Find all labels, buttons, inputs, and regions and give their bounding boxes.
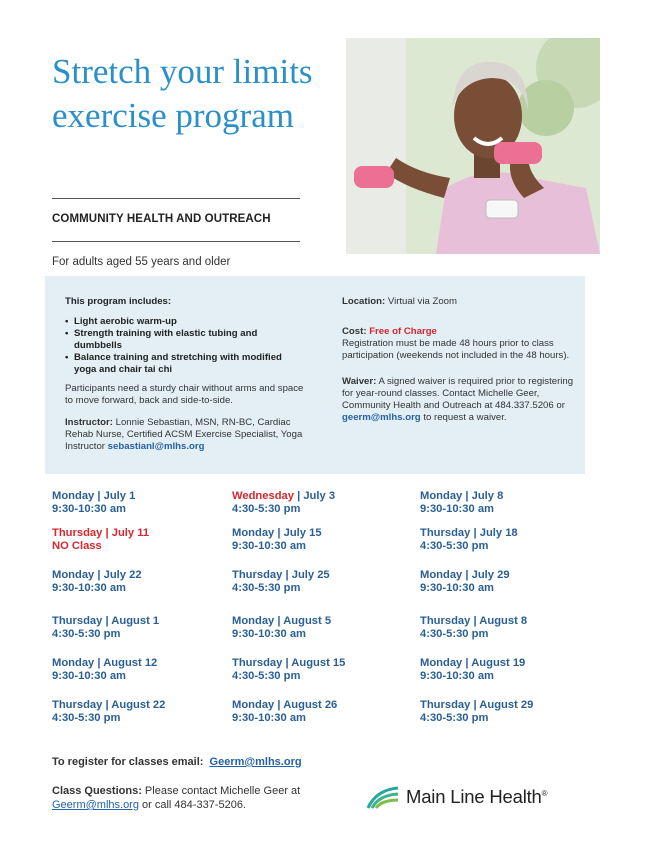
schedule-date [232, 569, 330, 582]
schedule-day: Thursday [420, 615, 471, 627]
separator: | [102, 615, 112, 627]
schedule-time: 4:30-5:30 pm [232, 503, 301, 515]
logo-text [406, 786, 547, 808]
schedule-date [232, 657, 345, 670]
schedule-day-date: August 19 [471, 657, 526, 669]
schedule-day: Wednesday [232, 490, 294, 502]
separator: | [282, 657, 292, 669]
instructor-text: Lonnie Sebastian, MSN, RN-BC, Cardiac Rehab Nurse, Certified ACSM Exercise Specialist, Yoga Instructor [65, 417, 303, 452]
program-details [65, 296, 305, 463]
location-value: Virtual via Zoom [387, 296, 457, 307]
schedule-day-date: August 1 [111, 615, 160, 627]
schedule-item [52, 527, 149, 553]
schedule-item [420, 657, 525, 683]
schedule-time: 9:30-10:30 am [420, 503, 495, 515]
register-label: To register for classes email: [52, 756, 204, 768]
schedule-day: Monday [52, 569, 95, 581]
audience-text: For adults aged 55 years and older [52, 256, 231, 268]
class-questions [52, 784, 322, 812]
questions-email-link[interactable]: Geerm@mlhs.org [52, 799, 139, 811]
schedule-date [52, 699, 165, 712]
separator: | [94, 657, 104, 669]
separator: | [102, 527, 112, 539]
schedule-day: Monday [420, 657, 463, 669]
waiver-tail: to request a waiver. [423, 412, 507, 423]
separator: | [293, 490, 304, 502]
schedule-item [52, 657, 157, 683]
instructor-email-link[interactable]: sebastianl@mlhs.org [107, 441, 205, 452]
main-line-health-logo [366, 782, 547, 812]
schedule-time: 9:30-10:30 am [52, 503, 127, 515]
location-info [342, 296, 578, 308]
schedule-time: 4:30-5:30 pm [52, 628, 121, 640]
schedule-item [232, 657, 345, 683]
schedule-day-date: July 22 [103, 569, 142, 581]
separator: | [282, 569, 292, 581]
program-logistics [342, 296, 578, 434]
logo-name: Main Line Health [406, 786, 542, 807]
logo-mark-icon [366, 784, 400, 810]
separator: | [470, 699, 480, 711]
schedule-time: 9:30-10:30 am [420, 670, 495, 682]
schedule-day-date: August 26 [283, 699, 338, 711]
schedule-day-date: August 5 [283, 615, 332, 627]
schedule-date [232, 527, 322, 540]
schedule-day-date: July 29 [471, 569, 510, 581]
questions-tail: or call 484-337-5206. [142, 799, 246, 811]
list-item: • Balance training and stretching with modified yoga and chair tai chi [65, 352, 305, 376]
schedule-date [52, 569, 142, 582]
separator: | [470, 527, 480, 539]
schedule-time: 9:30-10:30 am [52, 582, 127, 594]
schedule-time: 4:30-5:30 pm [420, 628, 489, 640]
schedule-day: Monday [52, 657, 95, 669]
schedule-time: 4:30-5:30 pm [232, 670, 301, 682]
waiver-email-link[interactable]: geerm@mlhs.org [342, 412, 421, 423]
separator: | [274, 699, 284, 711]
cost-note: Registration must be made 48 hours prior to class participation (weekends not included in the 48 hours). [342, 338, 570, 361]
schedule-time: 4:30-5:30 pm [420, 540, 489, 552]
schedule-date [420, 615, 527, 628]
waiver-label: Waiver: [342, 376, 377, 387]
schedule-time: 9:30-10:30 am [232, 628, 307, 640]
schedule-item [232, 615, 331, 641]
schedule-time: 4:30-5:30 pm [420, 712, 489, 724]
schedule-time: 9:30-10:30 am [232, 540, 307, 552]
schedule-day: Thursday [232, 569, 283, 581]
includes-heading: This program includes: [65, 296, 172, 307]
schedule-time: 4:30-5:30 pm [52, 712, 121, 724]
registered-mark: ® [541, 788, 548, 798]
includes-list [65, 316, 305, 376]
separator: | [94, 490, 104, 502]
schedule-item [52, 699, 165, 725]
schedule-date [52, 615, 159, 628]
schedule-day-date: July 15 [283, 527, 322, 539]
separator: | [274, 527, 284, 539]
divider [52, 198, 300, 199]
schedule-date [232, 615, 331, 628]
schedule-date [232, 490, 335, 503]
separator: | [462, 490, 472, 502]
separator: | [94, 569, 104, 581]
schedule-item [420, 569, 510, 595]
schedule-day-date: July 11 [111, 527, 150, 539]
schedule-day: Monday [232, 615, 275, 627]
questions-label: Class Questions: [52, 785, 142, 797]
divider [52, 241, 300, 242]
register-email-link[interactable]: Geerm@mlhs.org [209, 756, 302, 768]
questions-text: Please contact Michelle Geer at [144, 785, 301, 797]
schedule-date [52, 527, 149, 540]
separator: | [102, 699, 112, 711]
separator: | [462, 569, 472, 581]
schedule-item [52, 615, 159, 641]
waiver-text: A signed waiver is required prior to registering for year-round classes. Contact Michelle Geer, Community Health and Outreach at 484.337.5206 or [342, 376, 574, 411]
schedule-item [420, 699, 533, 725]
schedule-day: Monday [232, 527, 275, 539]
list-item: • Light aerobic warm-up [65, 316, 305, 328]
instructor-info [65, 417, 305, 453]
schedule-day-date: July 25 [291, 569, 330, 581]
schedule-item [232, 527, 322, 553]
schedule-day: Thursday [52, 699, 103, 711]
schedule-time: 4:30-5:30 pm [232, 582, 301, 594]
schedule-day-date: August 15 [291, 657, 346, 669]
cost-label: Cost: [342, 326, 367, 337]
schedule-day-date: July 18 [479, 527, 518, 539]
separator: | [274, 615, 284, 627]
schedule-day-date: July 8 [471, 490, 504, 502]
schedule-day-date: August 8 [479, 615, 528, 627]
schedule-day: Monday [420, 490, 463, 502]
schedule-day: Thursday [52, 615, 103, 627]
list-item: • Strength training with elastic tubing and dumbbells [65, 328, 305, 352]
instructor-label: Instructor: [65, 417, 113, 428]
schedule-item [232, 569, 330, 595]
cost-info [342, 326, 578, 362]
schedule-item [420, 615, 527, 641]
schedule-item [232, 490, 335, 516]
schedule-date [52, 490, 135, 503]
schedule-item [52, 569, 142, 595]
schedule-day: Monday [420, 569, 463, 581]
schedule-date [420, 657, 525, 670]
schedule-day: Thursday [420, 527, 471, 539]
schedule-day: Thursday [232, 657, 283, 669]
schedule-date [420, 699, 533, 712]
schedule-time: NO Class [52, 540, 102, 552]
schedule-day: Monday [52, 490, 95, 502]
schedule-time: 9:30-10:30 am [232, 712, 307, 724]
schedule-date [420, 490, 503, 503]
schedule-date [52, 657, 157, 670]
waiver-info [342, 376, 578, 424]
schedule-item [232, 699, 337, 725]
schedule-day-date: July 3 [303, 490, 336, 502]
schedule-day-date: August 29 [479, 699, 534, 711]
cost-value: Free of Charge [369, 326, 437, 337]
separator: | [462, 657, 472, 669]
schedule-time: 9:30-10:30 am [52, 670, 127, 682]
schedule-date [420, 527, 518, 540]
subtitle: COMMUNITY HEALTH AND OUTREACH [52, 213, 271, 225]
separator: | [470, 615, 480, 627]
schedule-item [52, 490, 135, 516]
schedule-time: 9:30-10:30 am [420, 582, 495, 594]
schedule-day: Thursday [420, 699, 471, 711]
schedule-item [420, 490, 503, 516]
schedule-day-date: August 22 [111, 699, 166, 711]
photo-illustration [346, 38, 600, 254]
schedule-day-date: July 1 [103, 490, 136, 502]
schedule-date [232, 699, 337, 712]
schedule-day: Monday [232, 699, 275, 711]
participants-note: Participants need a sturdy chair without arms and space to move forward, back and side-to-side. [65, 383, 304, 406]
register-line [52, 756, 302, 768]
woman-with-dumbbells-photo [346, 38, 600, 254]
schedule-item [420, 527, 518, 553]
schedule-day: Thursday [52, 527, 103, 539]
location-label: Location: [342, 296, 386, 307]
page-title: Stretch your limits exercise program [52, 52, 313, 135]
schedule-date [420, 569, 510, 582]
schedule-day-date: August 12 [103, 657, 158, 669]
